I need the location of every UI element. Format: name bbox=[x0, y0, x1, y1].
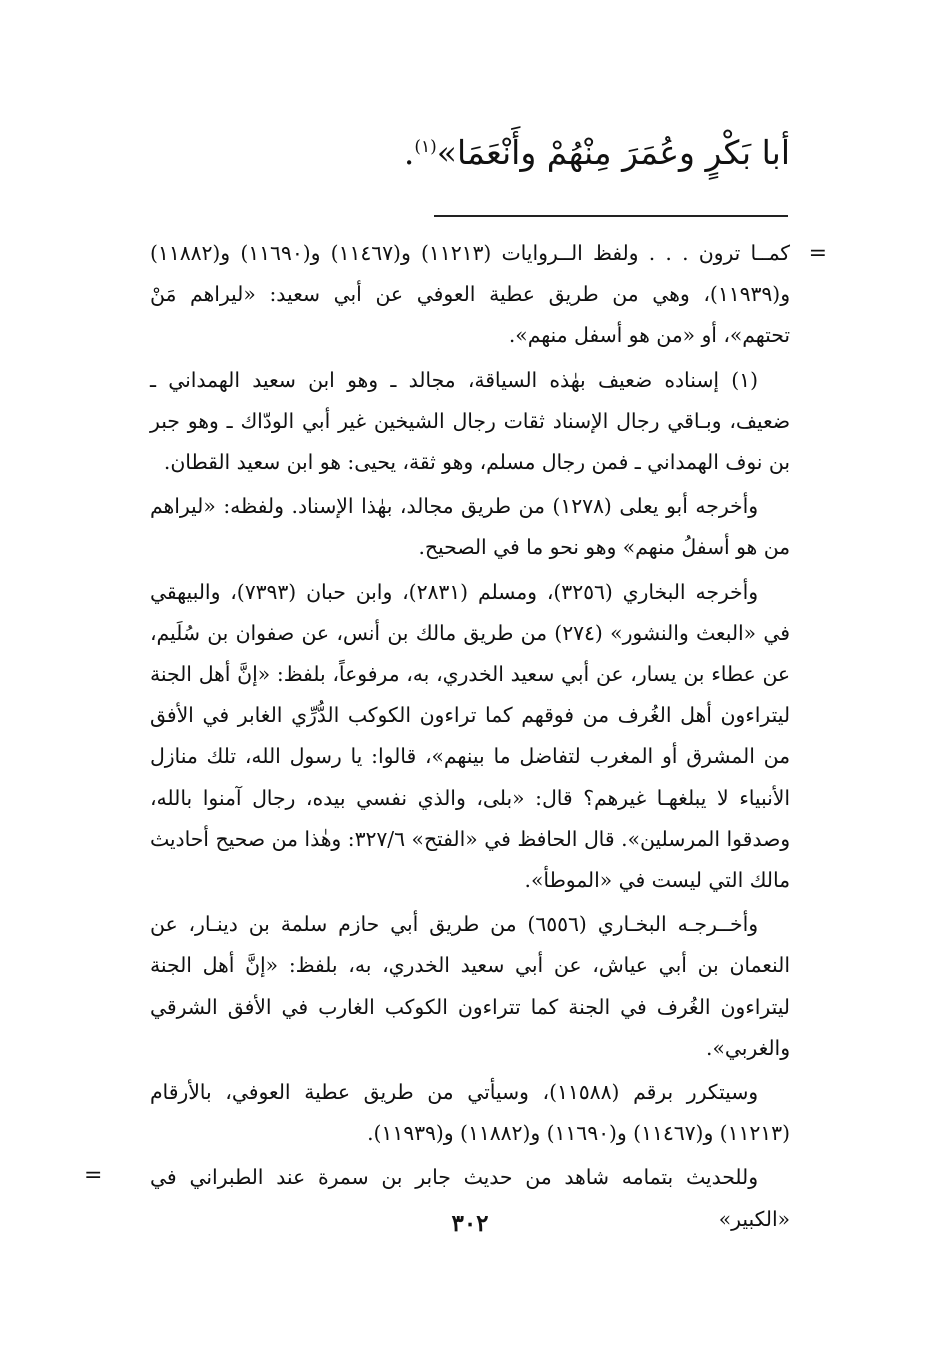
footnote-continuation: كمــا ترون . . . ولفظ الــروايات (١١٢١٣) و(١١٤٦٧) و(١١٦٩٠) و(١١٨٨٢) و(١١٩٣٩)، وهي من طريق عطية العوفي عن أبي سعيد: «ليراهم مَنْ تحتهم»، أو «من هو أسفل منهم». bbox=[150, 241, 790, 348]
footnote-1: (١) إسناده ضعيف بهٰذه السياقة، مجالد ـ وهو ابن سعيد الهمداني ـ ضعيف، وبـاقي رجال الإسناد ثقات رجال الشيخين غير أبي الودّاك ـ وهو جبر بن نوف الهمداني ـ فمن رجال مسلم، وهو ثقة، يحيى: هو ابن سعيد القطان. bbox=[150, 367, 790, 475]
continuation-mark-bottom: = bbox=[84, 1163, 103, 1188]
main-verse-end: . bbox=[403, 133, 415, 172]
footnote-paragraph: وسيتكرر برقم (١١٥٨٨)، وسيأتي من طريق عطية العوفي، بالأرقام (١١٢١٣) و(١١٤٦٧) و(١١٦٩٠) و(١١٨٨٢) و(١١٩٣٩). bbox=[150, 1080, 790, 1146]
footnote-paragraph: وأخرجه البخاري (٣٢٥٦)، ومسلم (٢٨٣١)، وابن حبان (٧٣٩٣)، والبيهقي في «البعث والنشور» (٢٧٤) من طريق مالك بن أنس، عن صفوان بن سُلَيم، عن عطاء بن يسار، عن أبي سعيد الخدري، به، مرفوعاً، بلفظ: «إنَّ أهل الجنة ليتراءون أهل الغُرف من فوقهم كما تراءون الكوكب الدُّرِّي الغابر في الأفق من المشرق أو المغرب لتفاضل ما بينهم»، قالوا: يا رسول الله، تلك منازل الأنبياء لا يبلغهـا غيرهم؟ قال: «بلى، والذي نفسي بيده، رجال آمنوا بالله، وصدقوا المرسلين». قال الحافظ في «الفتح» ٣٢٧/٦: وهٰذا من صحيح أحاديث مالك التي ليست في «الموطأ». bbox=[150, 579, 790, 893]
footnote-paragraph: وللحديث بتمامه شاهد من حديث جابر بن سمرة عند الطبراني في «الكبير» bbox=[150, 1165, 790, 1231]
footnotes-section bbox=[150, 233, 790, 1243]
main-verse-text: أبا بَكْرٍ وعُمَرَ مِنْهُمْ وأَنْعَمَا» bbox=[436, 133, 790, 172]
footnote-separator bbox=[434, 215, 788, 217]
footnote-paragraph: وأخرجه أبو يعلى (١٢٧٨) من طريق مجالد، بهٰذا الإسناد. ولفظه: «ليراهم من هو أسفلُ منهم» وهو نحو ما في الصحيح. bbox=[150, 494, 790, 560]
main-verse-line bbox=[150, 128, 790, 178]
footnote-paragraph: وأخــرجـه البخـاري (٦٥٥٦) من طريق أبي حازم سلمة بن دينـار، عن النعمان بن أبي عياش، عن أبي سعيد الخدري، به، بلفظ: «إنَّ أهل الجنة ليتراءون الغُرف في الجنة كما تتراءون الكوكب الغارب في الأفق الشرقي والغربي». bbox=[150, 912, 790, 1060]
continuation-mark-top: = bbox=[808, 241, 827, 266]
footnote-reference: (١) bbox=[414, 137, 437, 157]
page-number: ٣٠٢ bbox=[451, 1210, 489, 1237]
